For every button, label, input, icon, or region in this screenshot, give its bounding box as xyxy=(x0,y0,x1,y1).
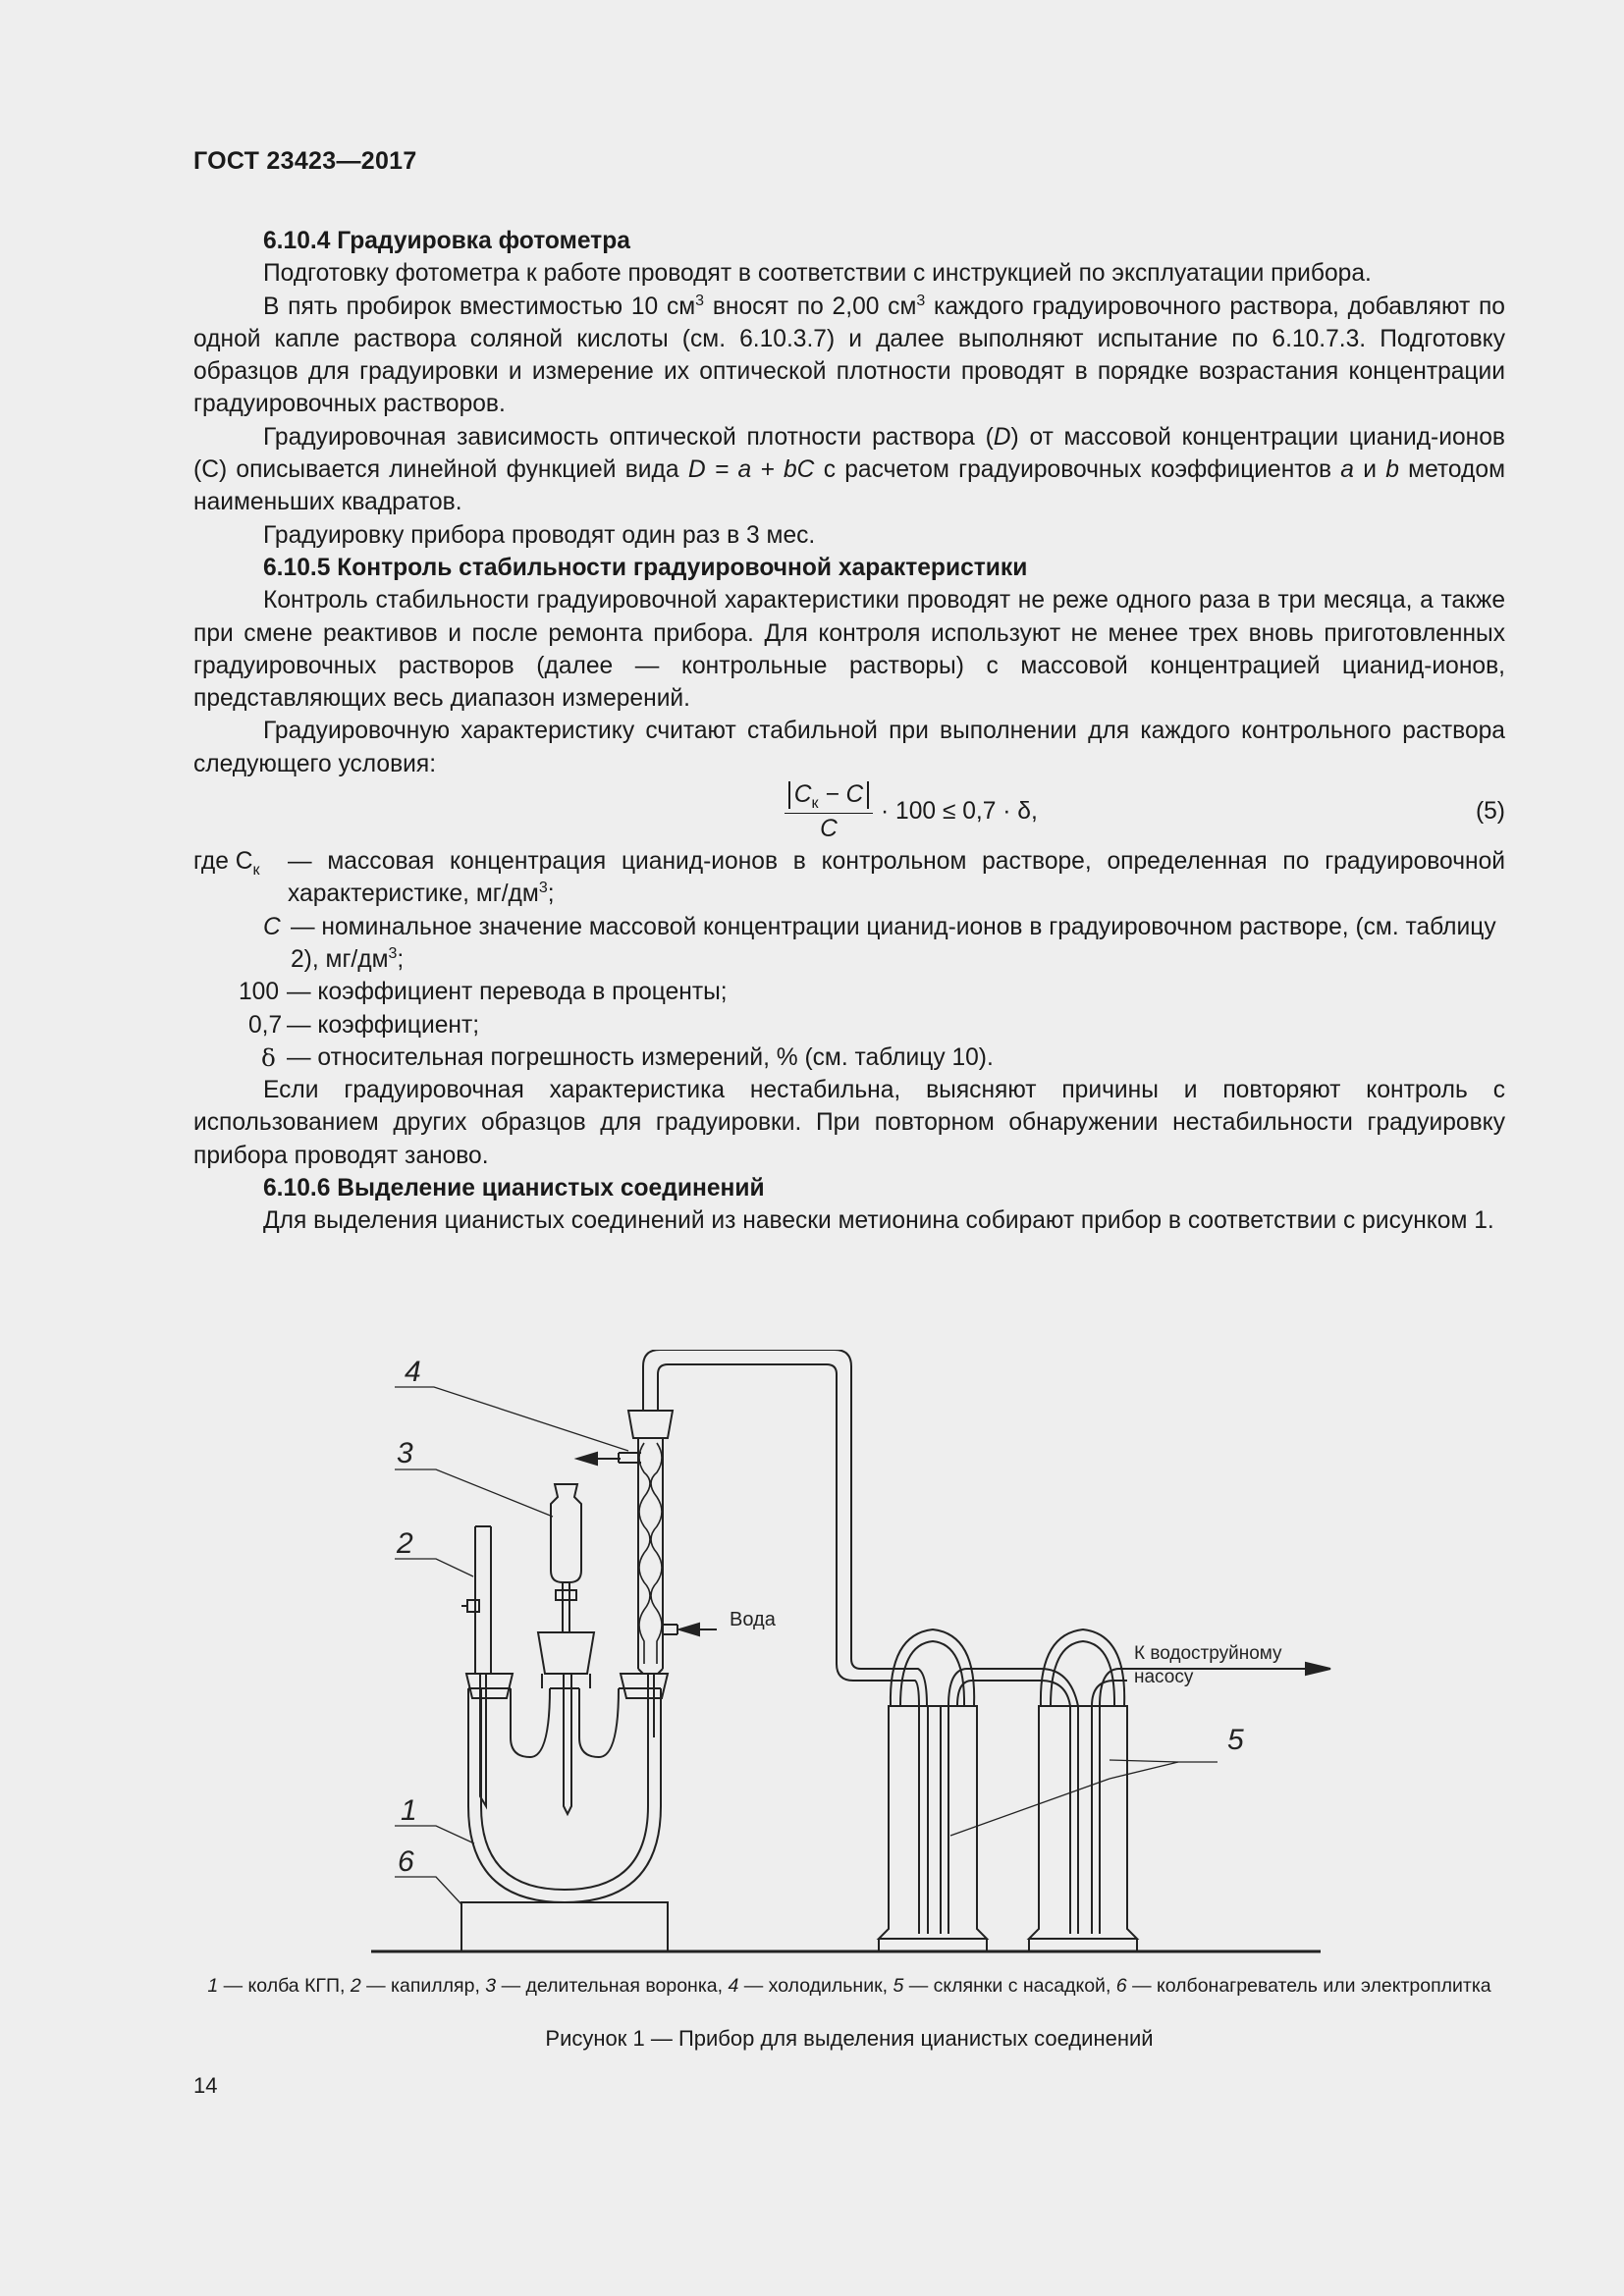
water-arrowhead xyxy=(679,1624,699,1635)
stopper-left xyxy=(466,1674,513,1698)
section-heading-6-10-4: 6.10.4 Градуировка фотометра xyxy=(263,228,630,254)
label-pump-1: К водоструйному xyxy=(1134,1643,1282,1664)
label-6: 6 xyxy=(398,1845,414,1878)
paragraph: Контроль стабильности градуировочной характеристики проводят не реже одного раза в три месяца, а также при смене реактивов и после ремонта прибора. Для контроля используют не менее трех вновь приготовленных градуировочных растворов (далее — контрольные растворы) с массовой концентрацией цианид-ионов, представляющих весь диапазон измерений. xyxy=(193,587,1505,713)
label-4: 4 xyxy=(405,1356,421,1388)
where-item: C — номинальное значение массовой концентрации цианид-ионов в градуировочном растворе, (см. таблицу 2), $мг/дм^3$; xyxy=(263,913,1496,973)
document-header: ГОСТ 23423—2017 xyxy=(193,147,417,175)
where-item: 0,7 — коэффициент; xyxy=(248,1011,480,1039)
page-number: 14 xyxy=(193,2073,218,2098)
condenser-stopper xyxy=(628,1411,673,1438)
where-item: где $C_к$ — массовая концентрация цианид-ионов в контрольном растворе, определенная по градуировочной характеристике, $мг/дм^3$; xyxy=(193,848,1505,908)
where-block xyxy=(193,845,1505,1074)
formula-rest: · 100 ≤ 0,7 · δ, xyxy=(881,798,1038,826)
figure-legend: 1 — колба КГП, 2 — капилляр, 3 — делительная воронка, 4 — холодильник, 5 — склянки с насадкой, 6 — колбонагреватель или электроплитка xyxy=(207,1975,1491,1997)
paragraph: В пять пробирок вместимостью 10 $см^3$ вносят по 2,00 $см^3$ каждого градуировочного раствора, добавляют по одной капле раствора соляной кислоты (см. 6.10.3.7) и далее выполняют испытание по 6.10.7.3. Подготовку образцов для градуировки и измерение их оптической плотности проводят в порядке возрастания концентрации градуировочных растворов. xyxy=(193,292,1505,418)
label-2: 2 xyxy=(397,1527,413,1560)
paragraph: Для выделения цианистых соединений из навески метионина собирают прибор в соответствии с рисунком 1. xyxy=(263,1207,1494,1235)
formula-denominator: C xyxy=(820,816,838,843)
pump-arrowhead xyxy=(1306,1663,1330,1675)
figure-title: Рисунок 1 — Прибор для выделения цианистых соединений xyxy=(545,2026,1154,2051)
label-pump-2: насосу xyxy=(1134,1667,1194,1687)
section-heading-6-10-6: 6.10.6 Выделение цианистых соединений xyxy=(263,1175,765,1202)
paragraph: Градуировку прибора проводят один раз в 3 мес. xyxy=(263,521,816,549)
paragraph: Подготовку фотометра к работе проводят в соответствии с инструкцией по эксплуатации прибора. xyxy=(263,260,1372,288)
figure-1-apparatus xyxy=(363,1350,1355,1958)
paragraph: Градуировочная зависимость оптической плотности раствора (D) от массовой концентрации цианид-ионов (С) описывается линейной функцией вида D = a + bC с расчетом градуировочных коэффициентов a и b методом наименьших квадратов. xyxy=(193,423,1505,516)
where-item: 100 — коэффициент перевода в проценты; xyxy=(239,979,728,1006)
formula-5 xyxy=(193,780,1505,843)
where-item: δ — относительная погрешность измерений, % (см. таблицу 10). xyxy=(261,1042,994,1072)
formula-number: (5) xyxy=(1475,798,1505,826)
formula-fraction xyxy=(785,778,873,843)
label-3: 3 xyxy=(397,1437,413,1469)
label-water: Вода xyxy=(730,1609,776,1630)
formula-numerator: $C_к - C$ xyxy=(788,781,870,809)
paragraph: Градуировочную характеристику считают стабильной при выполнении для каждого контрольного раствора следующего условия: xyxy=(193,718,1505,777)
label-5: 5 xyxy=(1227,1724,1244,1756)
stopper-middle xyxy=(538,1632,594,1674)
dropping-funnel xyxy=(551,1484,581,1582)
section-heading-6-10-5: 6.10.5 Контроль стабильности градуировочной характеристики xyxy=(263,554,1028,581)
paragraph: Если градуировочная характеристика нестабильна, выясняют причины и повторяют контроль с использованием других образцов для градуировки. При повторном обнаружении нестабильности градуировку прибора проводят заново. xyxy=(193,1077,1505,1169)
label-1: 1 xyxy=(401,1794,417,1827)
page-body xyxy=(193,225,1505,1238)
heater xyxy=(461,1902,668,1951)
